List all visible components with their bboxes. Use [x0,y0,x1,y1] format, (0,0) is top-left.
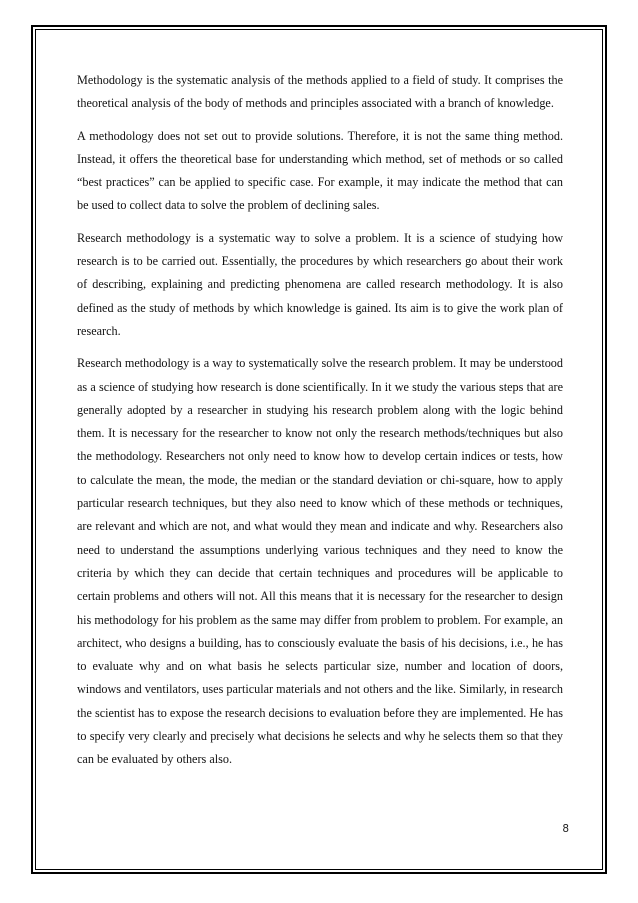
page-number: 8 [562,823,569,835]
paragraph-methodology-vs-method: A methodology does not set out to provide solutions. Therefore, it is not the same thing method. Instead, it offers the theoretical base for understanding which method, set of methods or so called “best practices” can be applied to specific case. For example, it may indicate the method that can be used to collect data to solve the problem of declining sales. [77,128,563,213]
document-body [77,69,563,781]
paragraph-research-methodology: Research methodology is a systematic way to solve a problem. It is a science of studying how research is to be carried out. Essentially, the procedures by which researchers go about their work of describing, explaining and predicting phenomena are called research methodology. It is also defined as the study of methods by which knowledge is gained. Its aim is to give the work plan of research. [77,230,563,338]
paragraph-research-methodology-detail: Research methodology is a way to systematically solve the research problem. It may be understood as a science of studying how research is done scientifically. In it we study the various steps that are generally adopted by a researcher in studying his research problem along with the logic behind them. It is necessary for the researcher to know not only the research methods/techniques but also the methodology. Researchers not only need to know how to develop certain indices or tests, how to calculate the mean, the mode, the median or the standard deviation or chi-square, how to apply particular research techniques, but they also need to know which of these methods or techniques, are relevant and which are not, and what would they mean and indicate and why. Researchers also need to understand the assumptions underlying various techniques and they need to know the criteria by which they can decide that certain techniques and procedures will be applicable to certain problems and others will not. All this means that it is necessary for the researcher to design his methodology for his problem as the same may differ from problem to problem. For example, an architect, who designs a building, has to consciously evaluate the basis of his decisions, i.e., he has to evaluate why and on what basis he selects particular size, number and location of doors, windows and ventilators, uses particular materials and not others and the like. Similarly, in research the scientist has to expose the research decisions to evaluation before they are implemented. He has to specify very clearly and precisely what decisions he selects and why he selects them so that they can be evaluated by others also. [77,356,563,767]
paragraph-methodology-definition: Methodology is the systematic analysis of the methods applied to a field of study. It comprises the theoretical analysis of the body of methods and principles associated with a branch of knowledge. [77,73,563,111]
